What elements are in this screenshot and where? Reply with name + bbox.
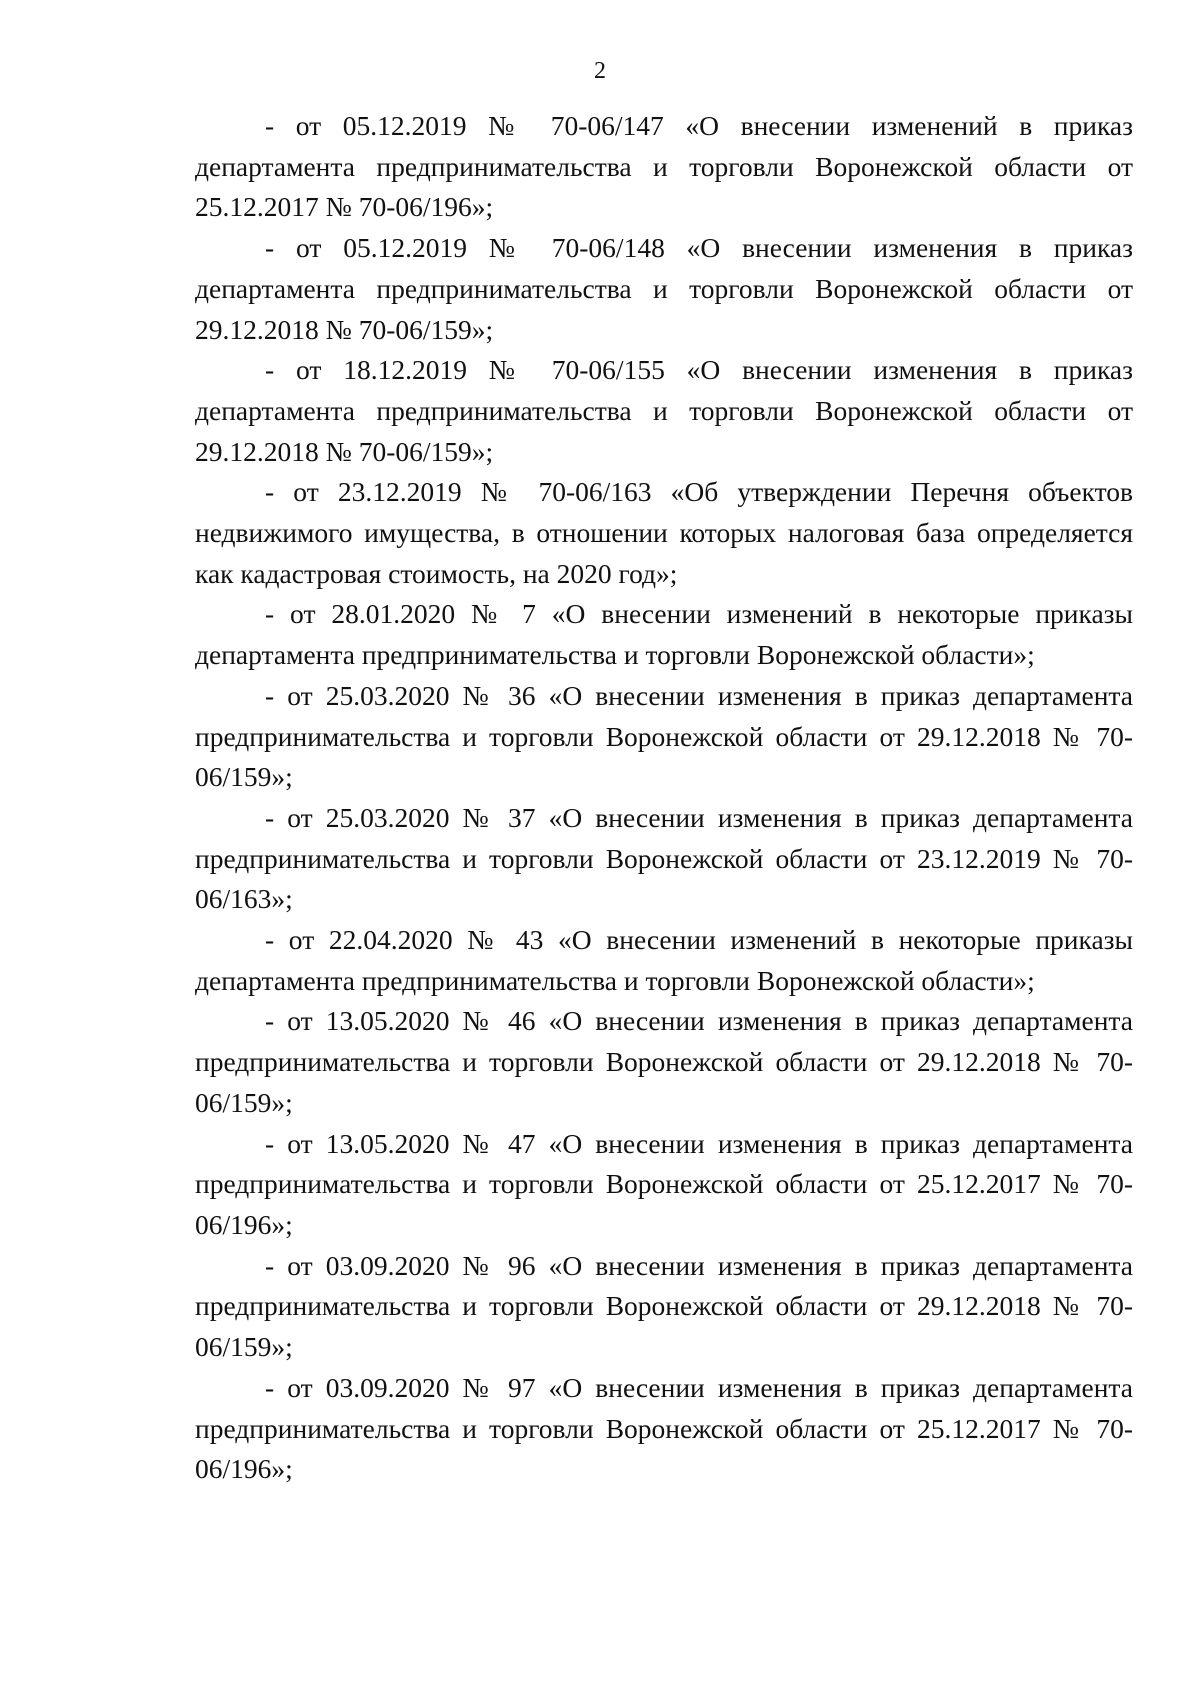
list-item: - от 25.03.2020 № 37 «О внесении изменения в приказ департамента предпринимательства и торговли Воронежской области от 23.12.2019 № 70-06/163»; [195, 801, 1133, 915]
page-number: 2 [594, 58, 606, 84]
list-item: - от 05.12.2019 № 70-06/147 «О внесении изменений в приказ департамента предпринимательства и торговли Воронежской области от 25.12.2017 № 70-06/196»; [195, 110, 1133, 223]
list-item: - от 03.09.2020 № 97 «О внесении изменения в приказ департамента предпринимательства и торговли Воронежской области от 25.12.2017 № 70-06/196»; [195, 1371, 1133, 1485]
list-item: - от 18.12.2019 № 70-06/155 «О внесении изменения в приказ департамента предпринимательства и торговли Воронежской области от 29.12.2018 № 70-06/159»; [195, 354, 1133, 467]
list-item: - от 03.09.2020 № 96 «О внесении изменения в приказ департамента предпринимательства и торговли Воронежской области от 29.12.2018 № 70-06/159»; [195, 1249, 1133, 1363]
list-item: - от 28.01.2020 № 7 «О внесении изменений в некоторые приказы департамента предпринимательства и торговли Воронежской области»; [195, 598, 1133, 671]
list-item: - от 13.05.2020 № 46 «О внесении изменения в приказ департамента предпринимательства и торговли Воронежской области от 29.12.2018 № 70-06/159»; [195, 1005, 1133, 1118]
list-item: - от 22.04.2020 № 43 «О внесении изменений в некоторые приказы департамента предпринимательства и торговли Воронежской области»; [195, 924, 1133, 996]
document-body [195, 106, 1133, 1490]
list-item: - от 13.05.2020 № 47 «О внесении изменения в приказ департамента предпринимательства и торговли Воронежской области от 25.12.2017 № 70-06/196»; [195, 1127, 1133, 1240]
list-item: - от 23.12.2019 № 70-06/163 «Об утверждении Перечня объектов недвижимого имущества, в отношении которых налоговая база определяется как кадастровая стоимость, на 2020 год»; [195, 476, 1133, 589]
list-item: - от 05.12.2019 № 70-06/148 «О внесении изменения в приказ департамента предпринимательства и торговли Воронежской области от 29.12.2018 № 70-06/159»; [195, 232, 1133, 345]
list-item: - от 25.03.2020 № 36 «О внесении изменения в приказ департамента предпринимательства и торговли Воронежской области от 29.12.2018 № 70-06/159»; [195, 679, 1133, 793]
